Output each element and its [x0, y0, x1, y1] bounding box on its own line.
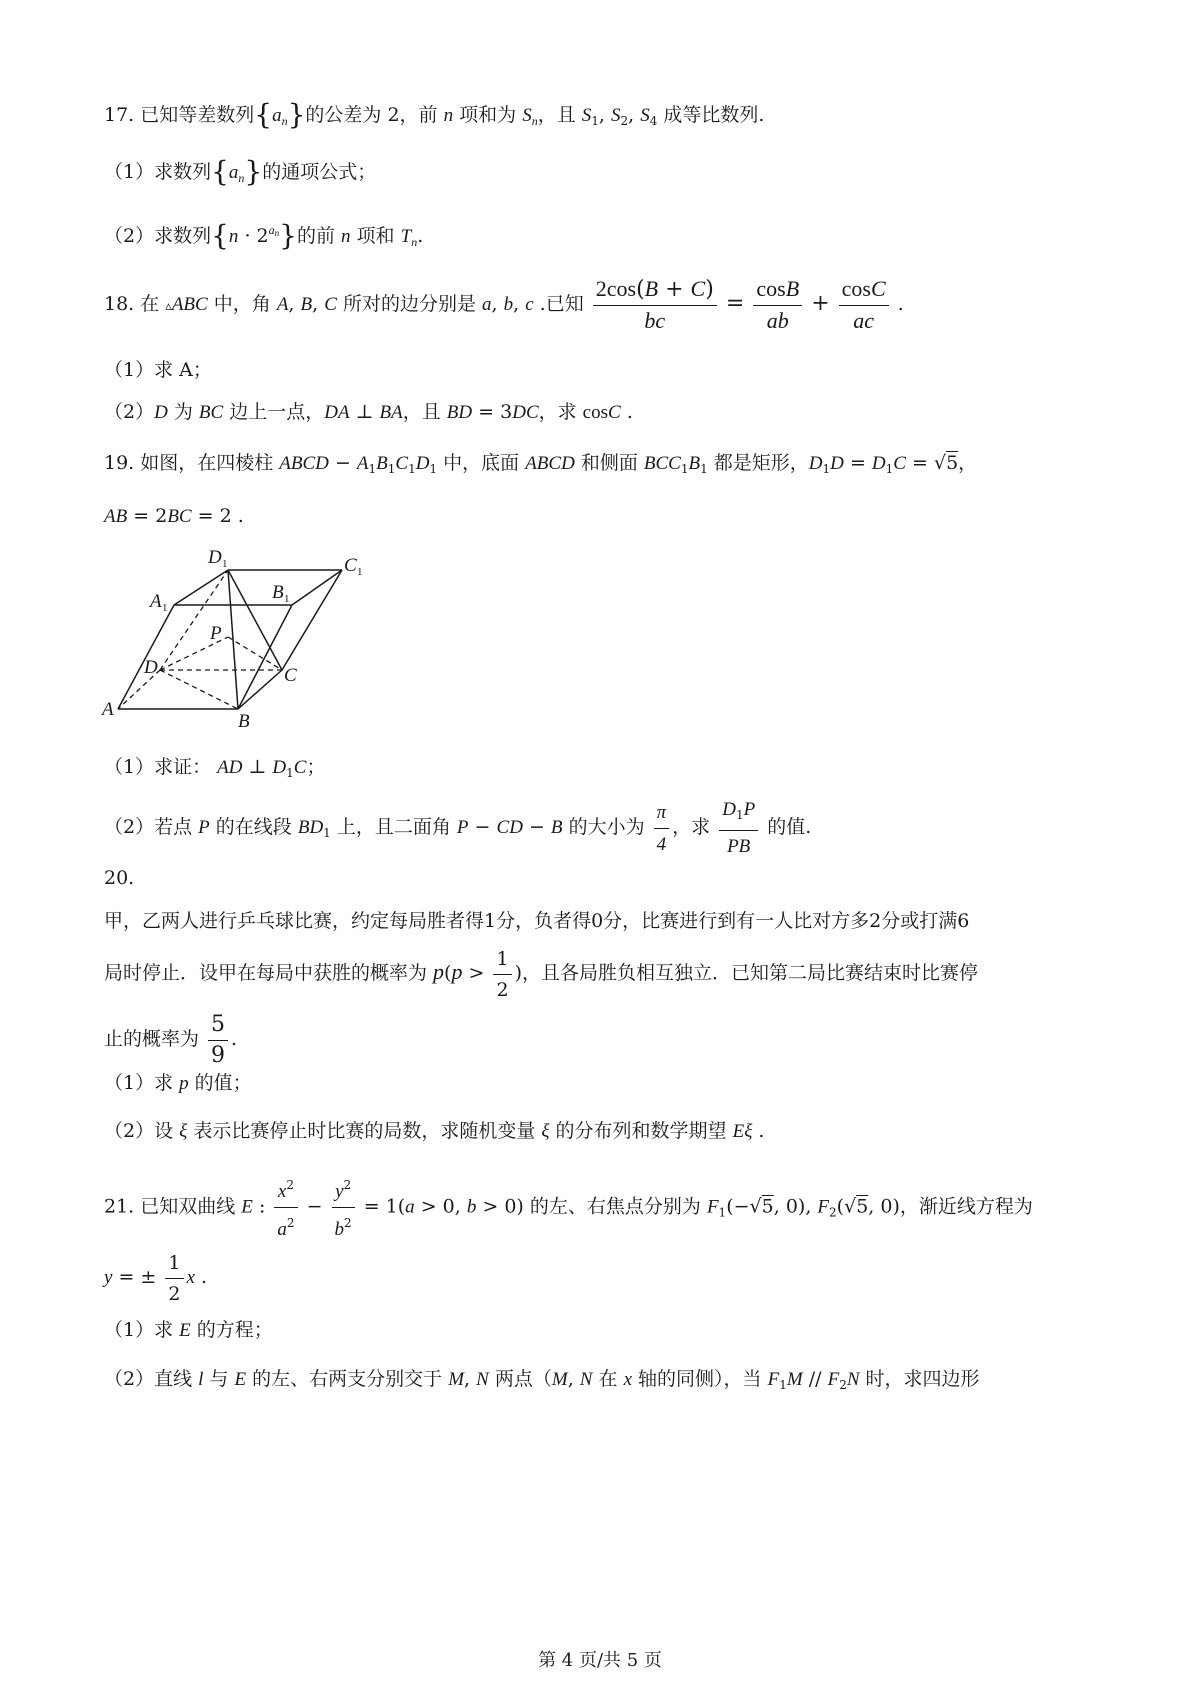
q17-stem: 17. 已知等差数列$\{a_n\}$的公差为 2，前 n 项和为 $S_n$，且 $S_1$, $S_2$, $S_4$ 成等比数列. [104, 98, 765, 131]
svg-text:1: 1 [357, 566, 363, 578]
q19-stem-line1: 19. 如图，在四棱柱 ABCD − $A_1B_1C_1D_1$ 中，底面 ABCD 和侧面 $BCC_1B_1$ 都是矩形，$D_1D = D_1C = √5$， [104, 452, 978, 476]
q21-fraction-y: $\frac{y^2}{b^2}$ [332, 1170, 355, 1245]
label-B1: B [272, 582, 284, 603]
prism-figure [100, 545, 400, 735]
q18-fraction-b: $\frac{\cos B}{ab}$ [753, 274, 802, 337]
q21-fraction-half: $\frac{1}{2}$ [165, 1248, 183, 1309]
svg-text:1: 1 [222, 558, 228, 570]
label-B: B [238, 711, 250, 732]
q21-stem-line2: y = ± $\frac{1}{2}$ x . [104, 1245, 207, 1310]
q20-fraction-five-ninths: $\frac{5}{9}$ [208, 1010, 228, 1071]
label-D: D [144, 657, 158, 678]
q21-part1: （1）求 E 的方程； [104, 1319, 273, 1341]
q19-part2: （2）若点 P 的在线段 $BD_1$ 上，且二面角 P − CD − B 的大小为 $\frac{\pi}{4}$ ，求 $\frac{D_1P}{PB}$ 的值. [104, 794, 811, 865]
q20-stem-line3: 止的概率为 $\frac{5}{9}$ . [104, 1007, 237, 1071]
q20-number: 20. [104, 867, 135, 889]
q19-fraction-ratio: $\frac{D_1P}{PB}$ [719, 794, 758, 862]
q19-stem-line2: AB = 2BC = 2 . [104, 505, 244, 527]
q18-fraction-lhs: $\frac{2\cos(B + C)}{bc}$ [593, 274, 717, 337]
label-A: A [102, 699, 114, 720]
label-D1: D [208, 547, 222, 568]
q19-fraction-pi4: $\frac{\pi}{4}$ [654, 797, 670, 860]
q20-fraction-half: $\frac{1}{2}$ [493, 944, 511, 1005]
page-footer: 第 4 页/共 5 页 [538, 1650, 662, 1671]
label-C: C [284, 665, 297, 686]
q21-fraction-x: $\frac{x^2}{a^2}$ [274, 1170, 297, 1245]
q18-part2: （2）D 为 BC 边上一点，DA ⊥ BA，且 BD = 3DC，求 cosC . [104, 401, 633, 423]
q17-part2: （2）求数列$\{n \cdot 2^{a_n}\}$的前 n 项和 $T_n$. [104, 219, 424, 252]
q20-part1: （1）求 p 的值； [104, 1072, 252, 1094]
q20-stem-line2: 局时停止．设甲在每局中获胜的概率为 p(p > $\frac{1}{2}$ )，且各局胜负相互独立．已知第二局比赛结束时比赛停 [104, 940, 978, 1005]
q21-part2: （2）直线 l 与 E 的左、右两支分别交于 M, N 两点（M, N 在 x 轴的同侧），当 $F_1M // F_2N$ 时，求四边形 [104, 1368, 980, 1392]
q18-stem: 18. 在 ▵ABC 中，角 A, B, C 所对的边分别是 a, b, c .已知 $\frac{2\cos(B + C)}{bc}$ = $\frac{\cos B}{ab}$ + $\frac{\cos C}{ac}$ . [104, 272, 904, 338]
q20-part2: （2）设 ξ 表示比赛停止时比赛的局数，求随机变量 ξ 的分布列和数学期望 Eξ . [104, 1120, 765, 1142]
q17-part1: （1）求数列$\{a_n\}$的通项公式； [104, 155, 377, 188]
q18-part1: （1）求 A； [104, 359, 212, 381]
label-P: P [210, 623, 222, 644]
svg-text:1: 1 [162, 602, 168, 614]
q19-part1: （1）求证： AD ⊥ $D_1C$； [104, 756, 326, 780]
svg-text:1: 1 [284, 593, 290, 605]
label-A1: A [150, 591, 162, 612]
q18-fraction-c: $\frac{\cos C}{ac}$ [839, 274, 889, 337]
q20-stem-line1: 甲，乙两人进行乒乓球比赛，约定每局胜者得1分，负者得0分，比赛进行到有一人比对方多2分或打满6 [104, 910, 970, 932]
q21-stem-line1: 21. 已知双曲线 E : $\frac{x^2}{a^2}$ − $\frac{y^2}{b^2}$ = 1(a > 0, b > 0) 的左、右焦点分别为 $F_1(-√5$, 0), $F_2(√5$, 0)，渐近线方程为 [104, 1170, 1033, 1245]
label-C1: C [344, 555, 357, 576]
